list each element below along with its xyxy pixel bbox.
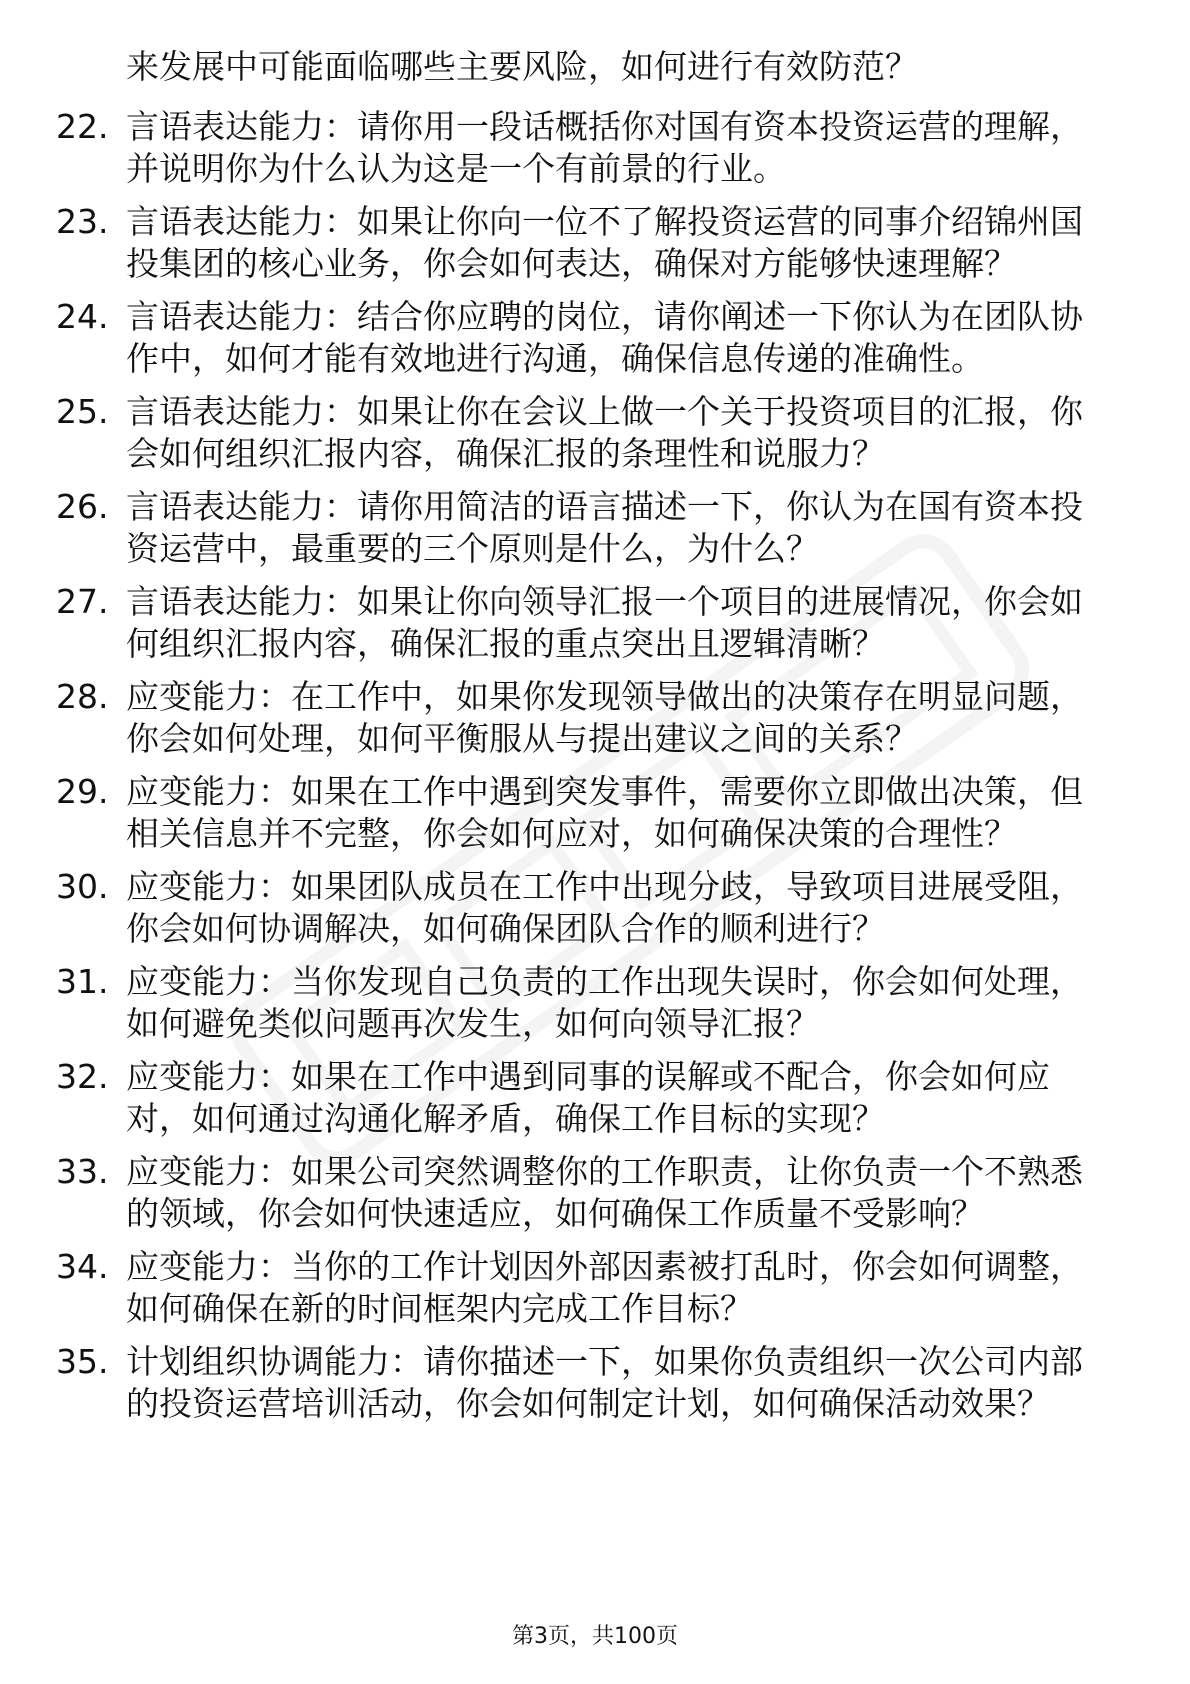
question-text: 言语表达能力：如果让你向领导汇报一个项目的进展情况，你会如何组织汇报内容，确保汇报的重点突出且逻辑清晰？ [126,582,1083,663]
question-number: 32. [56,1057,109,1096]
question-number: 27. [56,582,109,621]
question-number: 28. [56,677,109,716]
question-text: 应变能力：如果团队成员在工作中出现分歧，导致项目进展受阻，你会如何协调解决，如何确保团队合作的顺利进行？ [126,867,1083,948]
question-text: 言语表达能力：请你用一段话概括你对国有资本投资运营的理解，并说明你为什么认为这是一个有前景的行业。 [126,107,1083,188]
question-number: 35. [56,1342,109,1381]
question-text: 言语表达能力：结合你应聘的岗位，请你阐述一下你认为在团队协作中，如何才能有效地进行沟通，确保信息传递的准确性。 [126,297,1083,378]
question-text: 应变能力：如果公司突然调整你的工作职责，让你负责一个不熟悉的领域，你会如何快速适应，如何确保工作质量不受影响？ [126,1152,1083,1233]
question-text: 计划组织协调能力：请你描述一下，如果你负责组织一次公司内部的投资运营培训活动，你会如何制定计划，如何确保活动效果？ [126,1342,1083,1423]
question-number: 29. [56,772,109,811]
question-text: 言语表达能力：如果让你向一位不了解投资运营的同事介绍锦州国投集团的核心业务，你会如何表达，确保对方能够快速理解？ [126,202,1083,283]
question-text: 应变能力：在工作中，如果你发现领导做出的决策存在明显问题，你会如何处理，如何平衡服从与提出建议之间的关系？ [126,677,1083,758]
question-text: 应变能力：当你的工作计划因外部因素被打乱时，你会如何调整，如何确保在新的时间框架内完成工作目标？ [126,1247,1083,1328]
question-text: 应变能力：当你发现自己负责的工作出现失误时，你会如何处理，如何避免类似问题再次发生，如何向领导汇报？ [126,962,1083,1043]
page-number-footer: 第3页，共100页 [512,1624,678,1649]
question-text: 应变能力：如果在工作中遇到同事的误解或不配合，你会如何应对，如何通过沟通化解矛盾，确保工作目标的实现？ [126,1057,1050,1138]
question-number: 30. [56,867,109,906]
question-number: 31. [56,962,109,1001]
question-number: 23. [56,202,109,241]
question-number: 26. [56,487,109,526]
question-text: 应变能力：如果在工作中遇到突发事件，需要你立即做出决策，但相关信息并不完整，你会如何应对，如何确保决策的合理性？ [126,772,1083,853]
continued-question-text: 来发展中可能面临哪些主要风险，如何进行有效防范？ [126,47,918,86]
question-number: 22. [56,107,109,146]
question-number: 24. [56,297,109,336]
question-number: 34. [56,1247,109,1286]
question-number: 33. [56,1152,109,1191]
question-text: 言语表达能力：请你用简洁的语言描述一下，你认为在国有资本投资运营中，最重要的三个原则是什么，为什么？ [126,487,1083,568]
question-number: 25. [56,392,109,431]
question-text: 言语表达能力：如果让你在会议上做一个关于投资项目的汇报，你会如何组织汇报内容，确保汇报的条理性和说服力？ [126,392,1083,473]
